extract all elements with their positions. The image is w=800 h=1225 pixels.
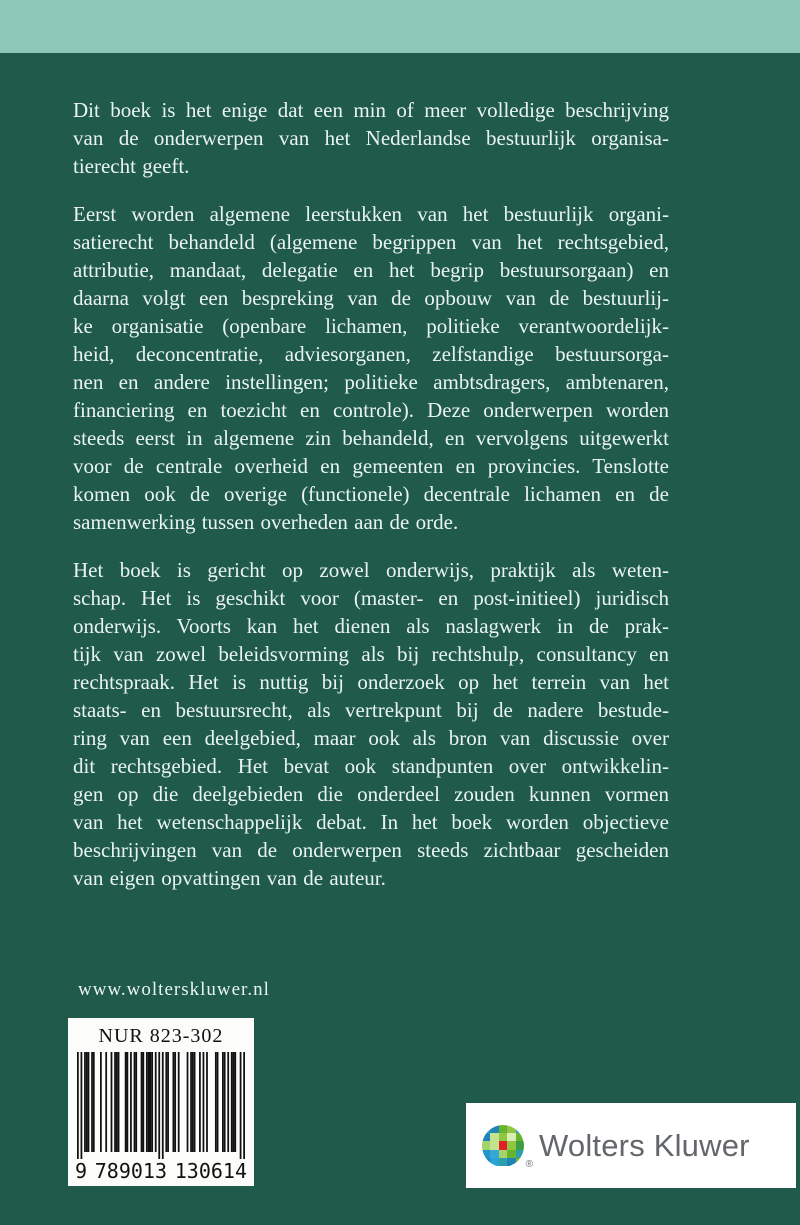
- globe-tile: [507, 1158, 515, 1166]
- globe-tile: [482, 1150, 490, 1158]
- text-line: Eerst worden algemene leerstukken van het bestuurlijk organi-: [73, 202, 669, 226]
- text-line: steeds eerst in algemene zin behandeld, en vervolgens uitgewerkt: [73, 426, 669, 450]
- globe-tile: [482, 1141, 490, 1149]
- globe-tile: [516, 1158, 524, 1166]
- paragraph: [73, 200, 669, 536]
- globe-tile: [490, 1150, 498, 1158]
- globe-tile: [490, 1133, 498, 1141]
- publisher-url: www.wolterskluwer.nl: [78, 979, 270, 1000]
- globe-tile: [490, 1125, 498, 1133]
- text-line: voor de centrale overheid en gemeenten en provincies. Tenslotte: [73, 454, 669, 478]
- text-line: onderwijs. Voorts kan het dienen als naslagwerk in de prak-: [73, 614, 669, 638]
- text-line: ring van een deelgebied, maar ook als bron van discussie over: [73, 726, 669, 750]
- nur-code: NUR 823-302: [98, 1025, 224, 1047]
- text-line: schap. Het is geschikt voor (master- en post-initieel) juridisch: [73, 586, 669, 610]
- barcode-block: [68, 1018, 254, 1186]
- globe-tile: [499, 1125, 507, 1133]
- text-line: dit rechtsgebied. Het bevat ook standpunten over ontwikkelin-: [73, 754, 669, 778]
- text-line: financiering en toezicht en controle). Deze onderwerpen worden: [73, 398, 669, 422]
- cover-top-band: [0, 0, 800, 53]
- text-line: gen op die deelgebieden die onderdeel zouden kunnen vormen: [73, 782, 669, 806]
- globe-tile: [507, 1133, 515, 1141]
- text-line: komen ook de overige (functionele) decentrale lichamen en de: [73, 482, 669, 506]
- globe-tile: [482, 1125, 490, 1133]
- globe-mosaic: [482, 1125, 524, 1167]
- paragraph: [73, 556, 669, 892]
- globe-tile: [499, 1158, 507, 1166]
- text-line: Dit boek is het enige dat een min of meer volledige beschrijving: [73, 98, 669, 122]
- text-line: tierecht geeft.: [73, 154, 190, 178]
- wolters-kluwer-globe-icon: [482, 1125, 533, 1170]
- text-line: ke organisatie (openbare lichamen, politieke verantwoordelijk-: [73, 314, 669, 338]
- publisher-logo-plate: [466, 1103, 796, 1188]
- text-line: attributie, mandaat, delegatie en het begrip bestuursorgaan) en: [73, 258, 669, 282]
- globe-tile: [507, 1141, 515, 1149]
- text-line: nen en andere instellingen; politieke ambtsdragers, ambtenaren,: [73, 370, 669, 394]
- globe-tile: [482, 1158, 490, 1166]
- globe-tile: [499, 1141, 507, 1149]
- publisher-logo-text: Wolters Kluwer: [539, 1127, 750, 1163]
- globe-tile: [490, 1158, 498, 1166]
- text-line: van het wetenschappelijk debat. In het boek worden objectieve: [73, 810, 669, 834]
- text-line: van eigen opvattingen van de auteur.: [73, 866, 386, 890]
- text-line: Het boek is gericht op zowel onderwijs, praktijk als weten-: [73, 558, 669, 582]
- globe-tile: [490, 1141, 498, 1149]
- registered-mark: ®: [525, 1158, 533, 1170]
- globe-tile: [516, 1125, 524, 1133]
- text-line: beschrijvingen van de onderwerpen steeds zichtbaar gescheiden: [73, 838, 669, 862]
- text-line: samenwerking tussen overheden aan de orde.: [73, 510, 459, 534]
- ean13-barcode: [77, 1052, 245, 1164]
- text-line: tijk van zowel beleidsvorming als bij rechtshulp, consultancy en: [73, 642, 669, 666]
- isbn-digit-group: 789013: [94, 1159, 168, 1183]
- isbn-digits: [73, 1159, 249, 1183]
- text-line: staats- en bestuursrecht, als vertrekpunt bij de nadere bestude-: [73, 698, 669, 722]
- globe-tile: [499, 1150, 507, 1158]
- globe-tile: [516, 1133, 524, 1141]
- text-line: rechtspraak. Het is nuttig bij onderzoek op het terrein van het: [73, 670, 669, 694]
- text-line: satierecht behandeld (algemene begrippen van het rechtsgebied,: [73, 230, 669, 254]
- text-line: van de onderwerpen van het Nederlandse bestuurlijk organisa-: [73, 126, 669, 150]
- globe-tile: [507, 1125, 515, 1133]
- globe-tile: [507, 1150, 515, 1158]
- paragraph: [73, 96, 669, 180]
- blurb-text: [73, 96, 669, 912]
- globe-tile: [499, 1133, 507, 1141]
- isbn-digit-group: 130614: [174, 1159, 247, 1183]
- text-line: heid, deconcentratie, adviesorganen, zelfstandige bestuursorga-: [73, 342, 669, 366]
- globe-tile: [516, 1150, 524, 1158]
- globe-tile: [482, 1133, 490, 1141]
- isbn-digit-group: 9: [75, 1159, 88, 1183]
- text-line: daarna volgt een bespreking van de opbouw van de bestuurlij-: [73, 286, 669, 310]
- globe-tile: [516, 1141, 524, 1149]
